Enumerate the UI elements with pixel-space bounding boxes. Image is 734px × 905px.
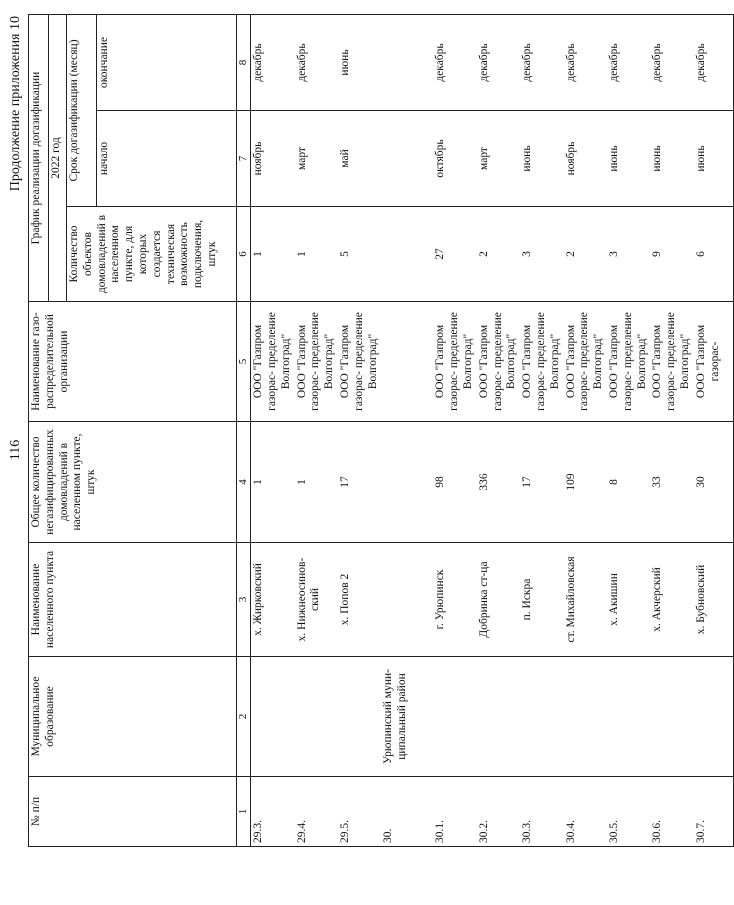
row-objects-count — [381, 207, 433, 302]
column-number: 4 — [237, 422, 251, 543]
row-settlement: х. Жирковский — [251, 543, 295, 657]
row-number: 30.6. — [650, 777, 693, 847]
row-settlement — [381, 543, 433, 657]
row-municipality — [338, 657, 381, 777]
row-settlement: х. Бубновский — [694, 543, 734, 657]
row-start-month: июнь — [520, 111, 563, 207]
row-start-month: июнь — [694, 111, 734, 207]
table-row — [564, 15, 607, 847]
header-start: начало — [97, 111, 237, 207]
row-total-households: 17 — [338, 422, 381, 543]
row-total-households: 336 — [477, 422, 520, 543]
row-municipality — [520, 657, 563, 777]
row-gas-org: ООО "Газпром газорас- пределение Волгоград" — [520, 302, 563, 422]
table-row — [338, 15, 381, 847]
table-row — [694, 15, 734, 847]
row-end-month: декабрь — [694, 15, 734, 111]
row-total-households: 1 — [295, 422, 338, 543]
column-number: 8 — [237, 15, 251, 111]
row-number: 29.3. — [251, 777, 295, 847]
row-gas-org — [381, 302, 433, 422]
row-settlement: х. Акишин — [607, 543, 650, 657]
row-start-month: июнь — [650, 111, 693, 207]
table-row — [381, 15, 433, 847]
row-municipality — [251, 657, 295, 777]
column-number: 1 — [237, 777, 251, 847]
row-start-month: октябрь — [433, 111, 476, 207]
row-objects-count: 6 — [694, 207, 734, 302]
row-end-month: декабрь — [650, 15, 693, 111]
row-settlement: п. Искра — [520, 543, 563, 657]
row-number: 30.2. — [477, 777, 520, 847]
row-end-month: декабрь — [520, 15, 563, 111]
table-row — [650, 15, 693, 847]
row-objects-count: 2 — [564, 207, 607, 302]
row-settlement: х. Попов 2 — [338, 543, 381, 657]
gasification-table — [28, 14, 734, 847]
table-row — [520, 15, 563, 847]
row-gas-org: ООО "Газпром газорас- пределение Волгоград" — [251, 302, 295, 422]
row-gas-org: ООО "Газпром газорас- пределение Волгоград" — [607, 302, 650, 422]
row-settlement: х. Акчерский — [650, 543, 693, 657]
row-total-households: 98 — [433, 422, 476, 543]
row-end-month: декабрь — [477, 15, 520, 111]
row-objects-count: 1 — [251, 207, 295, 302]
row-municipality: Урюпинский муни- ципальный район — [381, 657, 433, 777]
row-gas-org: ООО "Газпром газорас- пределение Волгоград" — [433, 302, 476, 422]
row-total-households: 8 — [607, 422, 650, 543]
row-total-households: 1 — [251, 422, 295, 543]
row-settlement: ст. Михайловская — [564, 543, 607, 657]
table-row — [295, 15, 338, 847]
row-municipality — [564, 657, 607, 777]
row-end-month — [381, 15, 433, 111]
table-row — [433, 15, 476, 847]
row-start-month: март — [477, 111, 520, 207]
page-number: 116 — [8, 439, 23, 461]
table-row — [477, 15, 520, 847]
row-gas-org: ООО "Газпром газорас- пределение Волгоград" — [564, 302, 607, 422]
row-number: 30.3. — [520, 777, 563, 847]
header-settlement: Наименование населенного пункта — [29, 543, 237, 657]
header-municipality: Муниципальное образование — [29, 657, 237, 777]
header-total-households: Общее количество негазифицированных домовладений в населенном пункте, штук — [29, 422, 237, 543]
header-schedule: График реализации догазификации — [29, 15, 49, 302]
row-settlement: г. Урюпинск — [433, 543, 476, 657]
row-settlement: х. Нижнеосинов- ский — [295, 543, 338, 657]
row-end-month: декабрь — [607, 15, 650, 111]
row-municipality — [694, 657, 734, 777]
row-start-month: ноябрь — [251, 111, 295, 207]
row-number: 30.5. — [607, 777, 650, 847]
row-settlement: Добринка ст-ца — [477, 543, 520, 657]
row-total-households — [381, 422, 433, 543]
row-objects-count: 3 — [520, 207, 563, 302]
row-total-households: 33 — [650, 422, 693, 543]
row-number: 30.7. — [694, 777, 734, 847]
row-objects-count: 3 — [607, 207, 650, 302]
row-number: 29.4. — [295, 777, 338, 847]
row-end-month: декабрь — [433, 15, 476, 111]
row-gas-org: ООО "Газпром газорас- пределение Волгоград" — [338, 302, 381, 422]
row-start-month: май — [338, 111, 381, 207]
row-municipality — [607, 657, 650, 777]
row-total-households: 17 — [520, 422, 563, 543]
row-municipality — [433, 657, 476, 777]
column-number: 5 — [237, 302, 251, 422]
row-total-households: 30 — [694, 422, 734, 543]
row-total-households: 109 — [564, 422, 607, 543]
row-number: 30. — [381, 777, 433, 847]
table-body — [251, 15, 734, 847]
row-end-month: июнь — [338, 15, 381, 111]
header-num: № п/п — [29, 777, 237, 847]
header-term: Срок догазификации (месяц) — [67, 15, 97, 207]
row-gas-org: ООО "Газпром газорас- — [694, 302, 734, 422]
header-end: окончание — [97, 15, 237, 111]
row-end-month: декабрь — [564, 15, 607, 111]
row-start-month: март — [295, 111, 338, 207]
column-number: 3 — [237, 543, 251, 657]
table-row — [607, 15, 650, 847]
header-year: 2022 год — [49, 15, 67, 302]
row-start-month: июнь — [607, 111, 650, 207]
row-objects-count: 27 — [433, 207, 476, 302]
row-gas-org: ООО "Газпром газорас- пределение Волгоград" — [477, 302, 520, 422]
row-start-month — [381, 111, 433, 207]
row-objects-count: 2 — [477, 207, 520, 302]
row-objects-count: 5 — [338, 207, 381, 302]
continuation-note: Продолжение приложения 10 — [8, 16, 23, 192]
column-number: 2 — [237, 657, 251, 777]
row-gas-org: ООО "Газпром газорас- пределение Волгоград" — [650, 302, 693, 422]
row-number: 30.4. — [564, 777, 607, 847]
row-end-month: декабрь — [251, 15, 295, 111]
row-objects-count: 1 — [295, 207, 338, 302]
row-gas-org: ООО "Газпром газорас- пределение Волгоград" — [295, 302, 338, 422]
row-start-month: ноябрь — [564, 111, 607, 207]
row-municipality — [295, 657, 338, 777]
row-number: 29.5. — [338, 777, 381, 847]
row-objects-count: 9 — [650, 207, 693, 302]
column-number: 6 — [237, 207, 251, 302]
header-objects-count: Количество объектов домовладений в населенном пункте, для которых создается техническая возможность подключения, штук — [67, 207, 237, 302]
row-municipality — [650, 657, 693, 777]
row-end-month: декабрь — [295, 15, 338, 111]
header-gas-org: Наименование газо- распределительной организации — [29, 302, 237, 422]
table-row — [251, 15, 295, 847]
column-number: 7 — [237, 111, 251, 207]
row-number: 30.1. — [433, 777, 476, 847]
row-municipality — [477, 657, 520, 777]
